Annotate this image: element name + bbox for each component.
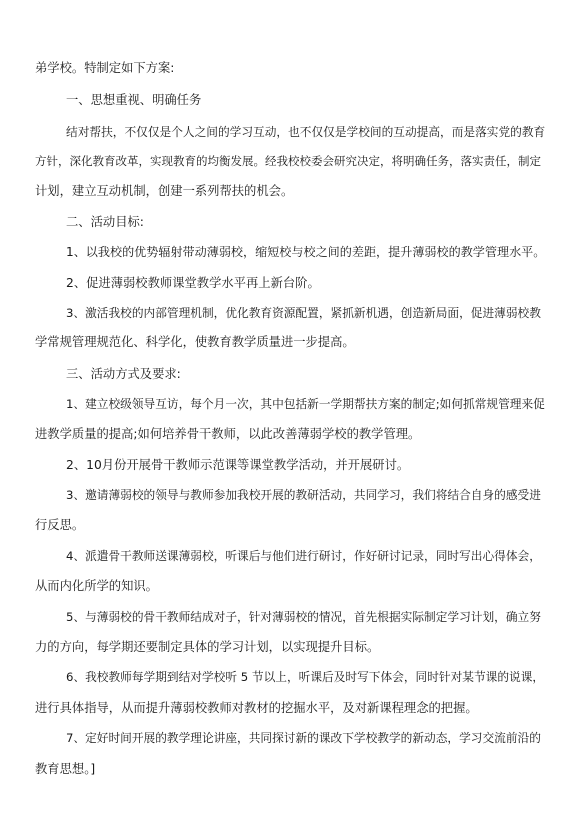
method-item-7: 7、定好时间开展的教学理论讲座，共同探讨新的课改下学校教学的新动态，学习交流前沿的 (66, 731, 541, 745)
method-item-6-cont: 进行具体指导，从而提升薄弱校教师对教材的挖掘水平，及对新课程理念的把握。 (35, 701, 478, 715)
method-item-3: 3、邀请薄弱校的领导与教师参加我校开展的教研活动，共同学习，我们将结合自身的感受进 (66, 488, 541, 502)
method-item-3-cont: 行反思。 (35, 518, 85, 532)
method-item-4: 4、派遣骨干教师送课薄弱校，听课后与他们进行研讨，作好研讨记录，同时写出心得体会， (66, 549, 541, 563)
method-item-2: 2、10月份开展骨干教师示范课等课堂教学活动，并开展研讨。 (66, 458, 410, 472)
method-item-1-cont: 进教学质量的提高;如何培养骨干教师，以此改善薄弱学校的教学管理。 (35, 427, 421, 441)
method-item-1: 1、建立校级领导互访，每个月一次，其中包括新一学期帮扶方案的制定;如何抓常规管理来促 (66, 397, 545, 411)
section-heading-3: 三、活动方式及要求: (66, 367, 181, 381)
method-item-4-cont: 从而内化所学的知识。 (35, 579, 158, 593)
paragraph-line: 结对帮扶，不仅仅是个人之间的学习互动，也不仅仅是学校间的互动提高，而是落实党的教育 (66, 125, 546, 139)
method-item-7-cont: 教育思想。] (35, 762, 96, 776)
goal-item-1: 1、以我校的优势辐射带动薄弱校，缩短校与校之间的差距，提升薄弱校的教学管理水平。 (66, 245, 546, 259)
section-heading-1: 一、思想重视、明确任务 (66, 93, 202, 107)
section-heading-2: 二、活动目标: (66, 215, 144, 229)
method-item-5-cont: 力的方向，每学期还要制定具体的学习计划，以实现提升目标。 (35, 640, 380, 654)
method-item-6: 6、我校教师每学期到结对学校听 5 节以上，听课后及时写下体会，同时针对某节课的说课， (66, 670, 545, 684)
goal-item-3: 3、激活我校的内部管理机制，优化教育资源配置，紧抓新机遇，创造新局面，促进薄弱校教 (66, 306, 541, 320)
paragraph-line: 方针，深化教育改革，实现教育的均衡发展。经我校校委会研究决定，将明确任务，落实责任，制定 (35, 154, 541, 168)
intro-line: 弟学校。特制定如下方案: (35, 61, 175, 75)
method-item-5: 5、与薄弱校的骨干教师结成对子，针对薄弱校的情况，首先根据实际制定学习计划，确立努 (66, 610, 541, 624)
paragraph-line: 计划，建立互动机制，创建一系列帮扶的机会。 (35, 184, 294, 198)
goal-item-2: 2、促进薄弱校教师课堂教学水平再上新台阶。 (66, 276, 320, 290)
goal-item-3-cont: 学常规管理规范化、科学化，使教育教学质量进一步提高。 (35, 335, 355, 349)
